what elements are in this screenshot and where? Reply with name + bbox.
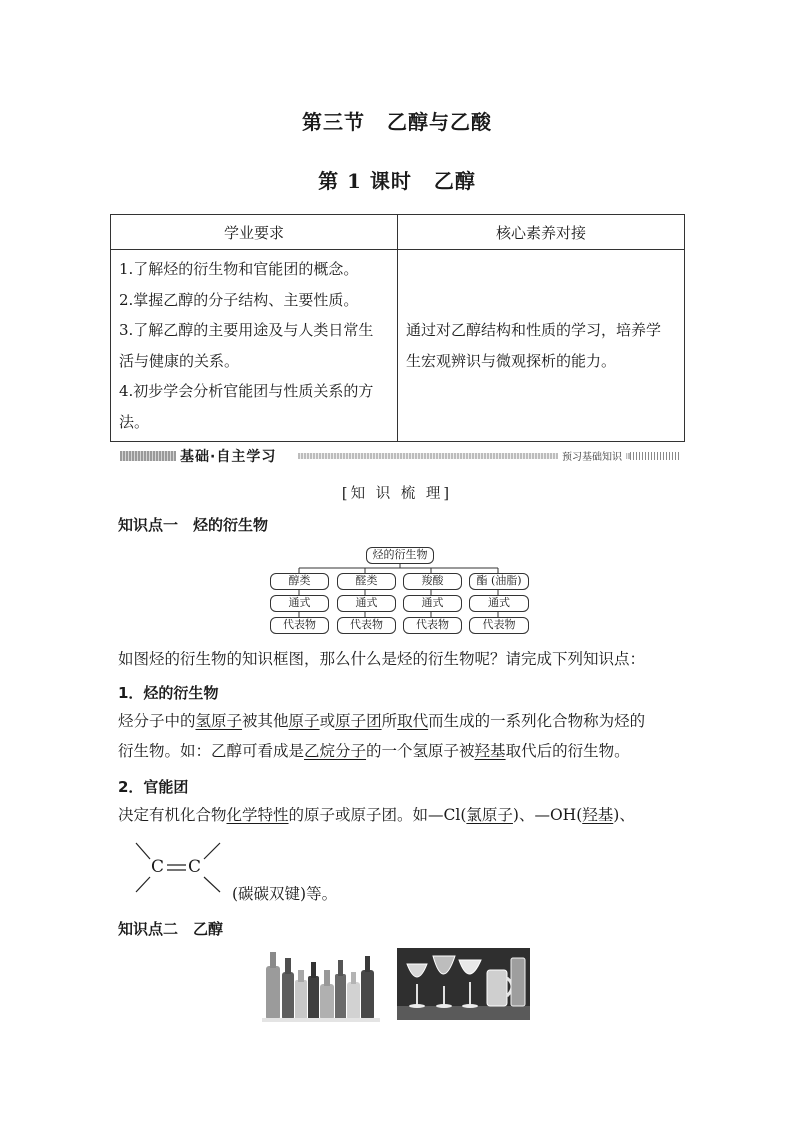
diagram-class-node: 酯 (油脂) [469,573,529,590]
section-banner [120,448,680,464]
core-literacy-line: 生宏观辨识与微观探析的能力。 [406,351,617,370]
bond-line [204,843,220,859]
requirement-line: 2.掌握乙醇的分子结构、主要性质。 [119,290,359,309]
bond-line [136,843,150,859]
knowledge-sort-heading: [知 识 梳 理] [341,486,453,502]
derivatives-diagram [260,544,540,636]
answer-blank: 氯原子 [466,806,513,824]
table-header-requirements: 学业要求 [111,215,398,250]
requirement-line: 1.了解烃的衍生物和官能团的概念。 [119,260,359,278]
requirements-cell [111,250,398,442]
diagram-representative-node: 代表物 [337,617,396,634]
core-literacy-cell [398,250,685,442]
bottles-photo [262,946,380,1022]
banner-decoration-left [120,451,176,461]
intro-paragraph: 如图烃的衍生物的知识框图，那么什么是烃的衍生物呢？请完成下列知识点： [118,650,646,668]
diagram-representative-node: 代表物 [270,617,329,634]
answer-blank: 氢原子 [195,712,243,730]
answer-blank: 羟基 [582,806,614,824]
derivative-definition: 烃分子中的氢原子被其他原子或原子团所取代而生成的一系列化合物称为烃的 衍生物。如：乙醇可看成是乙烷分子的一个氢原子被羟基取代后的衍生物。 [118,712,646,760]
diagram-representative-node: 代表物 [403,617,462,634]
knowledge-point-1-title: 知识点一 烃的衍生物 [118,516,269,534]
bond-line [136,877,150,892]
diagram-class-node: 羧酸 [403,573,462,590]
table-header-core-literacy: 核心素养对接 [398,215,685,250]
banner-label: 基础·自主学习 [180,449,277,465]
carbon-double-bond-formula [134,840,224,898]
answer-blank: 羟基 [474,742,506,760]
requirement-line: 法。 [119,412,150,431]
knowledge-point-2-title: 知识点二 乙醇 [118,920,224,938]
section-title: 第三节 乙醇与乙酸 [302,110,492,134]
answer-blank: 取代 [397,712,429,730]
banner-decoration-right [630,452,680,460]
banner-right-label: 预习基础知识 [558,448,626,463]
answer-blank: 乙烷分子 [304,742,367,760]
diagram-formula-node: 通式 [469,595,529,612]
requirement-line: 活与健康的关系。 [119,351,240,370]
core-literacy-line: 通过对乙醇结构和性质的学习，培养学 [406,321,662,339]
formula-bonds [134,840,224,898]
lesson-title: 第 1 课时 乙醇 [318,169,476,193]
functional-group-definition: 决定有机化合物化学特性的原子或原子团。如—Cl(氯原子)、—OH(羟基)、 [118,806,635,824]
carbon-atom: C [188,857,202,877]
requirement-line: 3.了解乙醇的主要用途及与人类日常生 [119,321,374,339]
requirements-table [110,214,685,442]
answer-blank: 原子团 [335,712,382,730]
diagram-class-node: 醛类 [337,573,396,590]
carbon-atom: C [151,857,165,877]
answer-blank: 原子 [288,712,320,730]
bond-line [204,877,220,892]
glasses-illustration [397,948,530,1020]
diagram-root-node: 烃的衍生物 [366,547,434,564]
bottles-illustration [262,946,380,1022]
requirement-line: 4.初步学会分析官能团与性质关系的方 [119,382,374,400]
subsection-1-title: 1．烃的衍生物 [118,684,219,702]
diagram-formula-node: 通式 [403,595,462,612]
diagram-formula-node: 通式 [270,595,329,612]
subsection-2-title: 2．官能团 [118,778,189,796]
answer-blank: 化学特性 [226,806,289,824]
glasses-photo [397,948,530,1020]
diagram-class-node: 醇类 [270,573,329,590]
diagram-representative-node: 代表物 [469,617,529,634]
diagram-formula-node: 通式 [337,595,396,612]
formula-caption: (碳碳双键)等。 [232,885,338,903]
